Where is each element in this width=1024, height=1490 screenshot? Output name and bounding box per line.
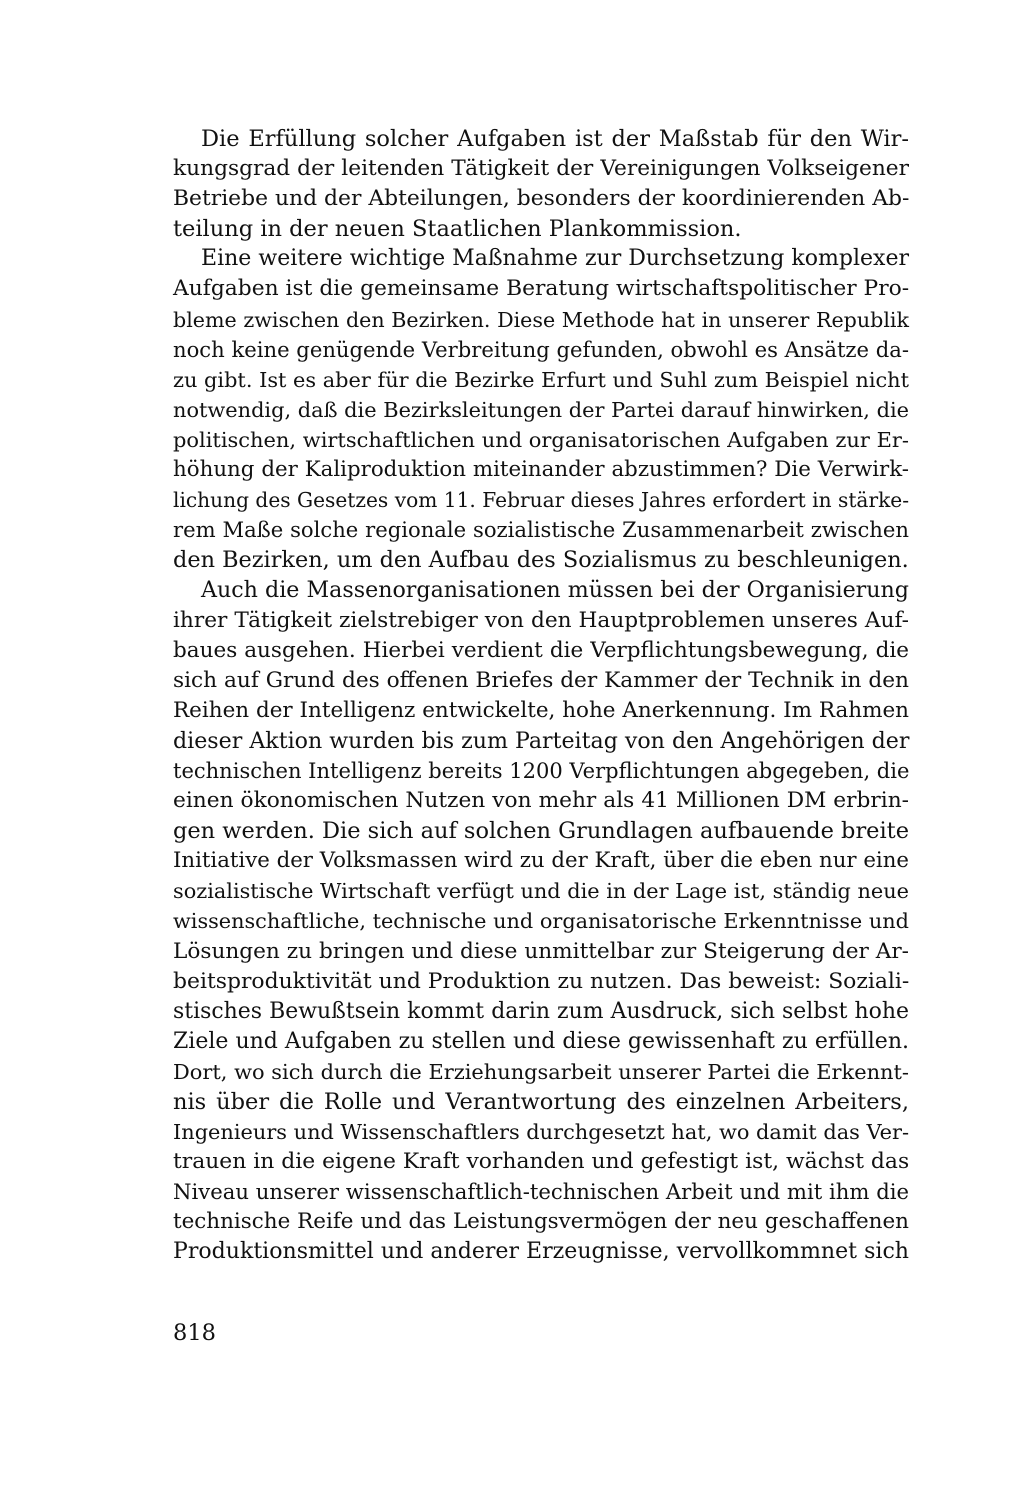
text-line: zu gibt. Ist es aber für die Bezirke Erfurt und Suhl zum Beispiel nicht <box>173 367 909 392</box>
text-line: rem Maße solche regionale sozialistische Zusammenarbeit zwischen <box>173 517 909 543</box>
text-line: Dort, wo sich durch die Erziehungsarbeit unserer Partei die Erkennt- <box>173 1059 909 1084</box>
text-line: stisches Bewußtsein kommt darin zum Ausdruck, sich selbst hohe <box>173 998 909 1024</box>
text-line: den Bezirken, um den Aufbau des Sozialismus zu beschleunigen. <box>173 547 909 574</box>
text-line: Die Erfüllung solcher Aufgaben ist der Maßstab für den Wir- <box>201 126 909 152</box>
text-line: wissenschaftliche, technische und organisatorische Erkenntnisse und <box>173 909 909 934</box>
text-line: sozialistische Wirtschaft verfügt und die in der Lage ist, ständig neue <box>173 879 909 904</box>
text-line: politischen, wirtschaftlichen und organisatorischen Aufgaben zur Er- <box>173 427 909 452</box>
text-line: teilung in der neuen Staatlichen Plankommission. <box>173 216 742 243</box>
text-line: einen ökonomischen Nutzen von mehr als 41 Millionen DM erbrin- <box>173 788 909 814</box>
text-line: noch keine genügende Verbreitung gefunden, obwohl es Ansätze da- <box>173 336 909 362</box>
text-line: höhung der Kaliproduktion miteinander abzustimmen? Die Verwirk- <box>173 457 909 483</box>
page-number: 818 <box>173 1320 216 1346</box>
text-line: gen werden. Die sich auf solchen Grundlagen aufbauende breite <box>173 818 909 845</box>
text-line: Niveau unserer wissenschaftlich-technischen Arbeit und mit ihm die <box>173 1179 909 1205</box>
text-line: Auch die Massenorganisationen müssen bei der Organisierung <box>201 577 909 604</box>
body-text <box>173 124 909 1268</box>
text-line: bleme zwischen den Bezirken. Diese Methode hat in unserer Republik <box>173 307 909 332</box>
text-line: Reihen der Intelligenz entwickelte, hohe Anerkennung. Im Rahmen <box>173 697 909 723</box>
text-line: dieser Aktion wurden bis zum Parteitag von den Angehörigen der <box>173 727 910 754</box>
text-line: Aufgaben ist die gemeinsame Beratung wirtschaftspolitischer Pro- <box>173 276 910 302</box>
text-line: baues ausgehen. Hierbei verdient die Verpflichtungsbewegung, die <box>173 637 909 663</box>
text-line: Eine weitere wichtige Maßnahme zur Durchsetzung komplexer <box>201 246 909 272</box>
text-line: technischen Intelligenz bereits 1200 Verpflichtungen abgegeben, die <box>173 757 910 783</box>
text-line: Betriebe und der Abteilungen, besonders der koordinierenden Ab- <box>173 186 910 212</box>
text-line: Ziele und Aufgaben zu stellen und diese gewissenhaft zu erfüllen. <box>173 1028 909 1054</box>
text-line: Initiative der Volksmassen wird zu der Kraft, über die eben nur eine <box>173 848 909 874</box>
text-line: nis über die Rolle und Verantwortung des einzelnen Arbeiters, <box>173 1089 909 1115</box>
text-line: ihrer Tätigkeit zielstrebiger von den Hauptproblemen unseres Auf- <box>173 607 909 633</box>
text-line: notwendig, daß die Bezirksleitungen der Partei darauf hinwirken, die <box>173 397 909 422</box>
text-line: kungsgrad der leitenden Tätigkeit der Vereinigungen Volkseigener <box>173 156 909 182</box>
text-line: Ingenieurs und Wissenschaftlers durchgesetzt hat, wo damit das Ver- <box>173 1120 910 1145</box>
text-line: beitsproduktivität und Produktion zu nutzen. Das beweist: Soziali- <box>173 968 910 994</box>
text-line: technische Reife und das Leistungsvermögen der neu geschaffenen <box>173 1209 909 1235</box>
text-line: Lösungen zu bringen und diese unmittelbar zur Steigerung der Ar- <box>173 938 909 964</box>
text-line: trauen in die eigene Kraft vorhanden und gefestigt ist, wächst das <box>173 1149 910 1175</box>
text-line: Produktionsmittel und anderer Erzeugnisse, vervollkommnet sich <box>173 1239 909 1265</box>
text-line: lichung des Gesetzes vom 11. Februar dieses Jahres erfordert in stärke- <box>173 488 909 513</box>
text-line: sich auf Grund des offenen Briefes der Kammer der Technik in den <box>173 667 909 693</box>
